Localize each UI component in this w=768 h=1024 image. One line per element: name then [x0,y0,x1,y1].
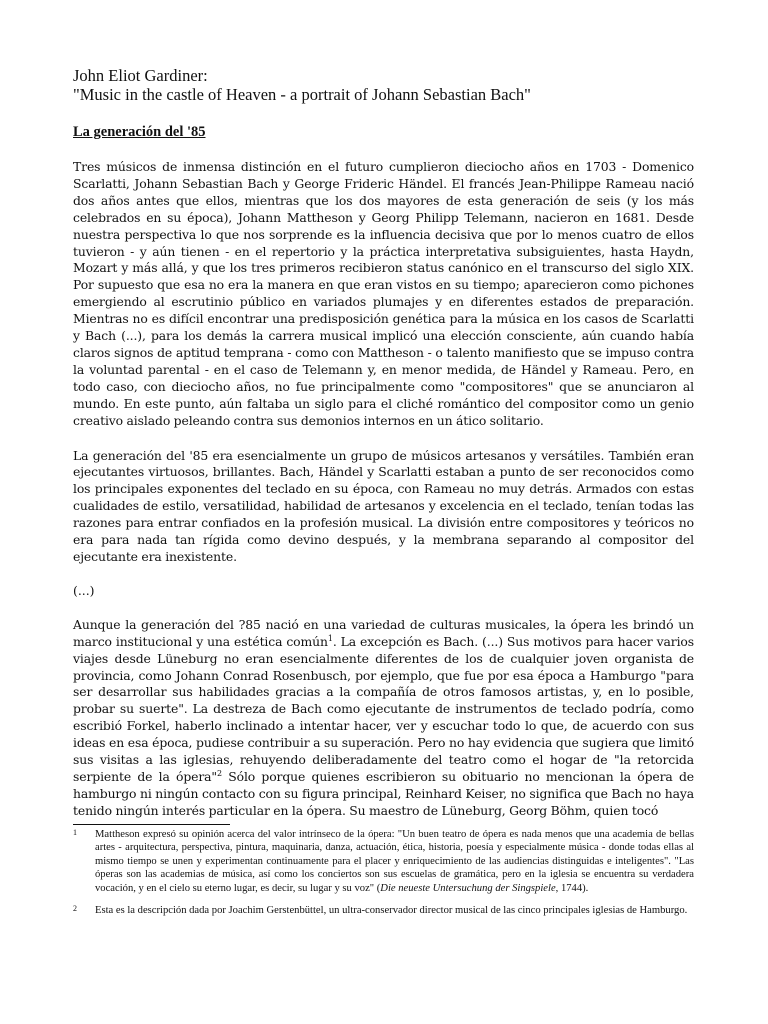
footnote-separator [73,824,230,825]
footnote-1-italic-title: Die neueste Untersuchung der Singspiele [380,882,556,894]
footnote-2-text: Esta es la descripción dada por Joachim Gerstenbüttel, un ultra-conservador director musical de las cinco principales iglesias de Hamburgo. [95,905,688,917]
paragraph-3 [73,617,694,820]
paragraph-1: Tres músicos de inmensa distinción en el futuro cumplieron dieciocho años en 1703 - Domenico Scarlatti, Johann Sebastian Bach y George Frideric Händel. El francés Jean-Philippe Rameau nació dos años antes que ellos, mientras que los dos mayores de esta generación de seis (y los más celebrados en su época), Johann Mattheson y Georg Philipp Telemann, nacieron en 1681. Desde nuestra perspectiva lo que nos sorprende es la influencia decisiva que por lo menos cuatro de ellos tuvieron - y aún tienen - en el repertorio y la práctica interpretativa subsiguientes, hasta Haydn, Mozart y más allá, y que los tres primeros recibieron status canónico en el transcurso del siglo XIX. Por supuesto que esa no era la manera en que eran vistos en su tiempo; aparecieron como pichones emergiendo al escrutinio público en variados plumajes y en diferentes estados de preparación. Mientras no es difícil encontrar una predisposición genética para la música en los casos de Scarlatti y Bach (...), para los demás la carrera musical implicó una elección consciente, aún cuando había claros signos de aptitud temprana - como con Mattheson - o talento manifiesto que se impuso contra la voluntad parental - en el caso de Telemann y, en menor medida, de Händel y Rameau. Pero, en todo caso, con dieciocho años, no fue principalmente como "compositores" que se anunciaron al mundo. En este punto, aún faltaba un siglo para el cliché romántico del compositor como un genio creativo aislado peleando contra sus demonios internos en un ático solitario. [73,159,694,428]
paragraph-3-part-3: Sólo porque quienes escribieron su obituario no mencionan la ópera de hamburgo ni ningún contacto con su figura principal, Reinhard Keiser, no significa que Bach no haya tenido ningún interés particular en la ópera. Su maestro de Lüneburg, Georg Böhm, quien tocó [73,769,694,818]
footnote-2 [73,904,694,917]
ellipsis-marker: (...) [73,582,95,598]
footnote-text [95,828,694,895]
paragraph-3-part-1: Aunque la generación del ?85 nació en una variedad de culturas musicales, la ópera les brindó un marco institucional y una estética común [73,616,694,649]
footnote-number: 1 [73,828,77,837]
document-body [73,66,694,820]
paragraph-3-part-2: . La excepción es Bach. (...) Sus motivos para hacer varios viajes desde Lüneburg no eran esencialmente diferentes de los de cualquier joven organista de provincia, como Johann Conrad Rosenbusch, por ejemplo, que fue por esa época a Hamburgo "para ser desarrollar sus habilidades gracias a la compañía de otros famosos artistas, y, en lo posible, probar su suerte". La destreza de Bach como ejecutante de instrumentos de teclado podría, como escribió Forkel, haberlo inclinado a intentar hacer, ver y escuchar todo lo que, de acuerdo con sus ideas en esa época, pudiese contribuir a su superación. Pero no hay evidencia que sugiera que limitó sus visitas a las iglesias, rehuyendo deliberadamente del teatro como el hogar de "la retorcida serpiente de la ópera" [73,633,694,784]
footnote-number: 2 [73,904,77,914]
footnote-1-tail: , 1744). [555,882,589,894]
section-title: La generación del '85 [73,124,206,140]
footnote-ref-1: 1 [327,633,333,643]
footnote-1 [73,828,694,895]
footnote-1-text: Mattheson expresó su opinión acerca del valor intrínseco de la ópera: "Un buen teatro de ópera es nada menos que una academia de bellas artes - arquitectura, perspectiva, pintura, maquinaria, danza, actuación, ética, historia, poesía y especialmente música - donde todas ellas al mismo tiempo se unen y experimentan continuamente para el placer y enriquecimiento de las audiencias distinguidas e inteligentes". "Las óperas son las academias de música, así como los conciertos son sus escuelas de gramática, pero en la iglesia se encuentra su verdadera vocación, y en el cielo su eterno lugar, es decir, su lugar y su voz" ( [95,829,694,894]
book-title: "Music in the castle of Heaven - a portrait of Johann Sebastian Bach" [73,85,531,104]
footnotes [73,828,694,926]
footnote-ref-2: 2 [217,769,222,778]
paragraph-2: La generación del '85 era esencialmente un grupo de músicos artesanos y versátiles. También eran ejecutantes virtuosos, brillantes. Bach, Händel y Scarlatti estaban a punto de ser reconocidos como los principales exponentes del teclado en su época, con Rameau no muy detrás. Armados con estas cualidades de estilo, versatilidad, habilidad de artesanos y excelencia en el teclado, tenían todas las razones para entrar confiados en la profesión musical. La división entre compositores y teóricos no era para nada tan rígida como devino después, y la membrana separando al compositor del ejecutante era inexistente. [73,447,694,564]
author-line: John Eliot Gardiner: [73,66,208,85]
